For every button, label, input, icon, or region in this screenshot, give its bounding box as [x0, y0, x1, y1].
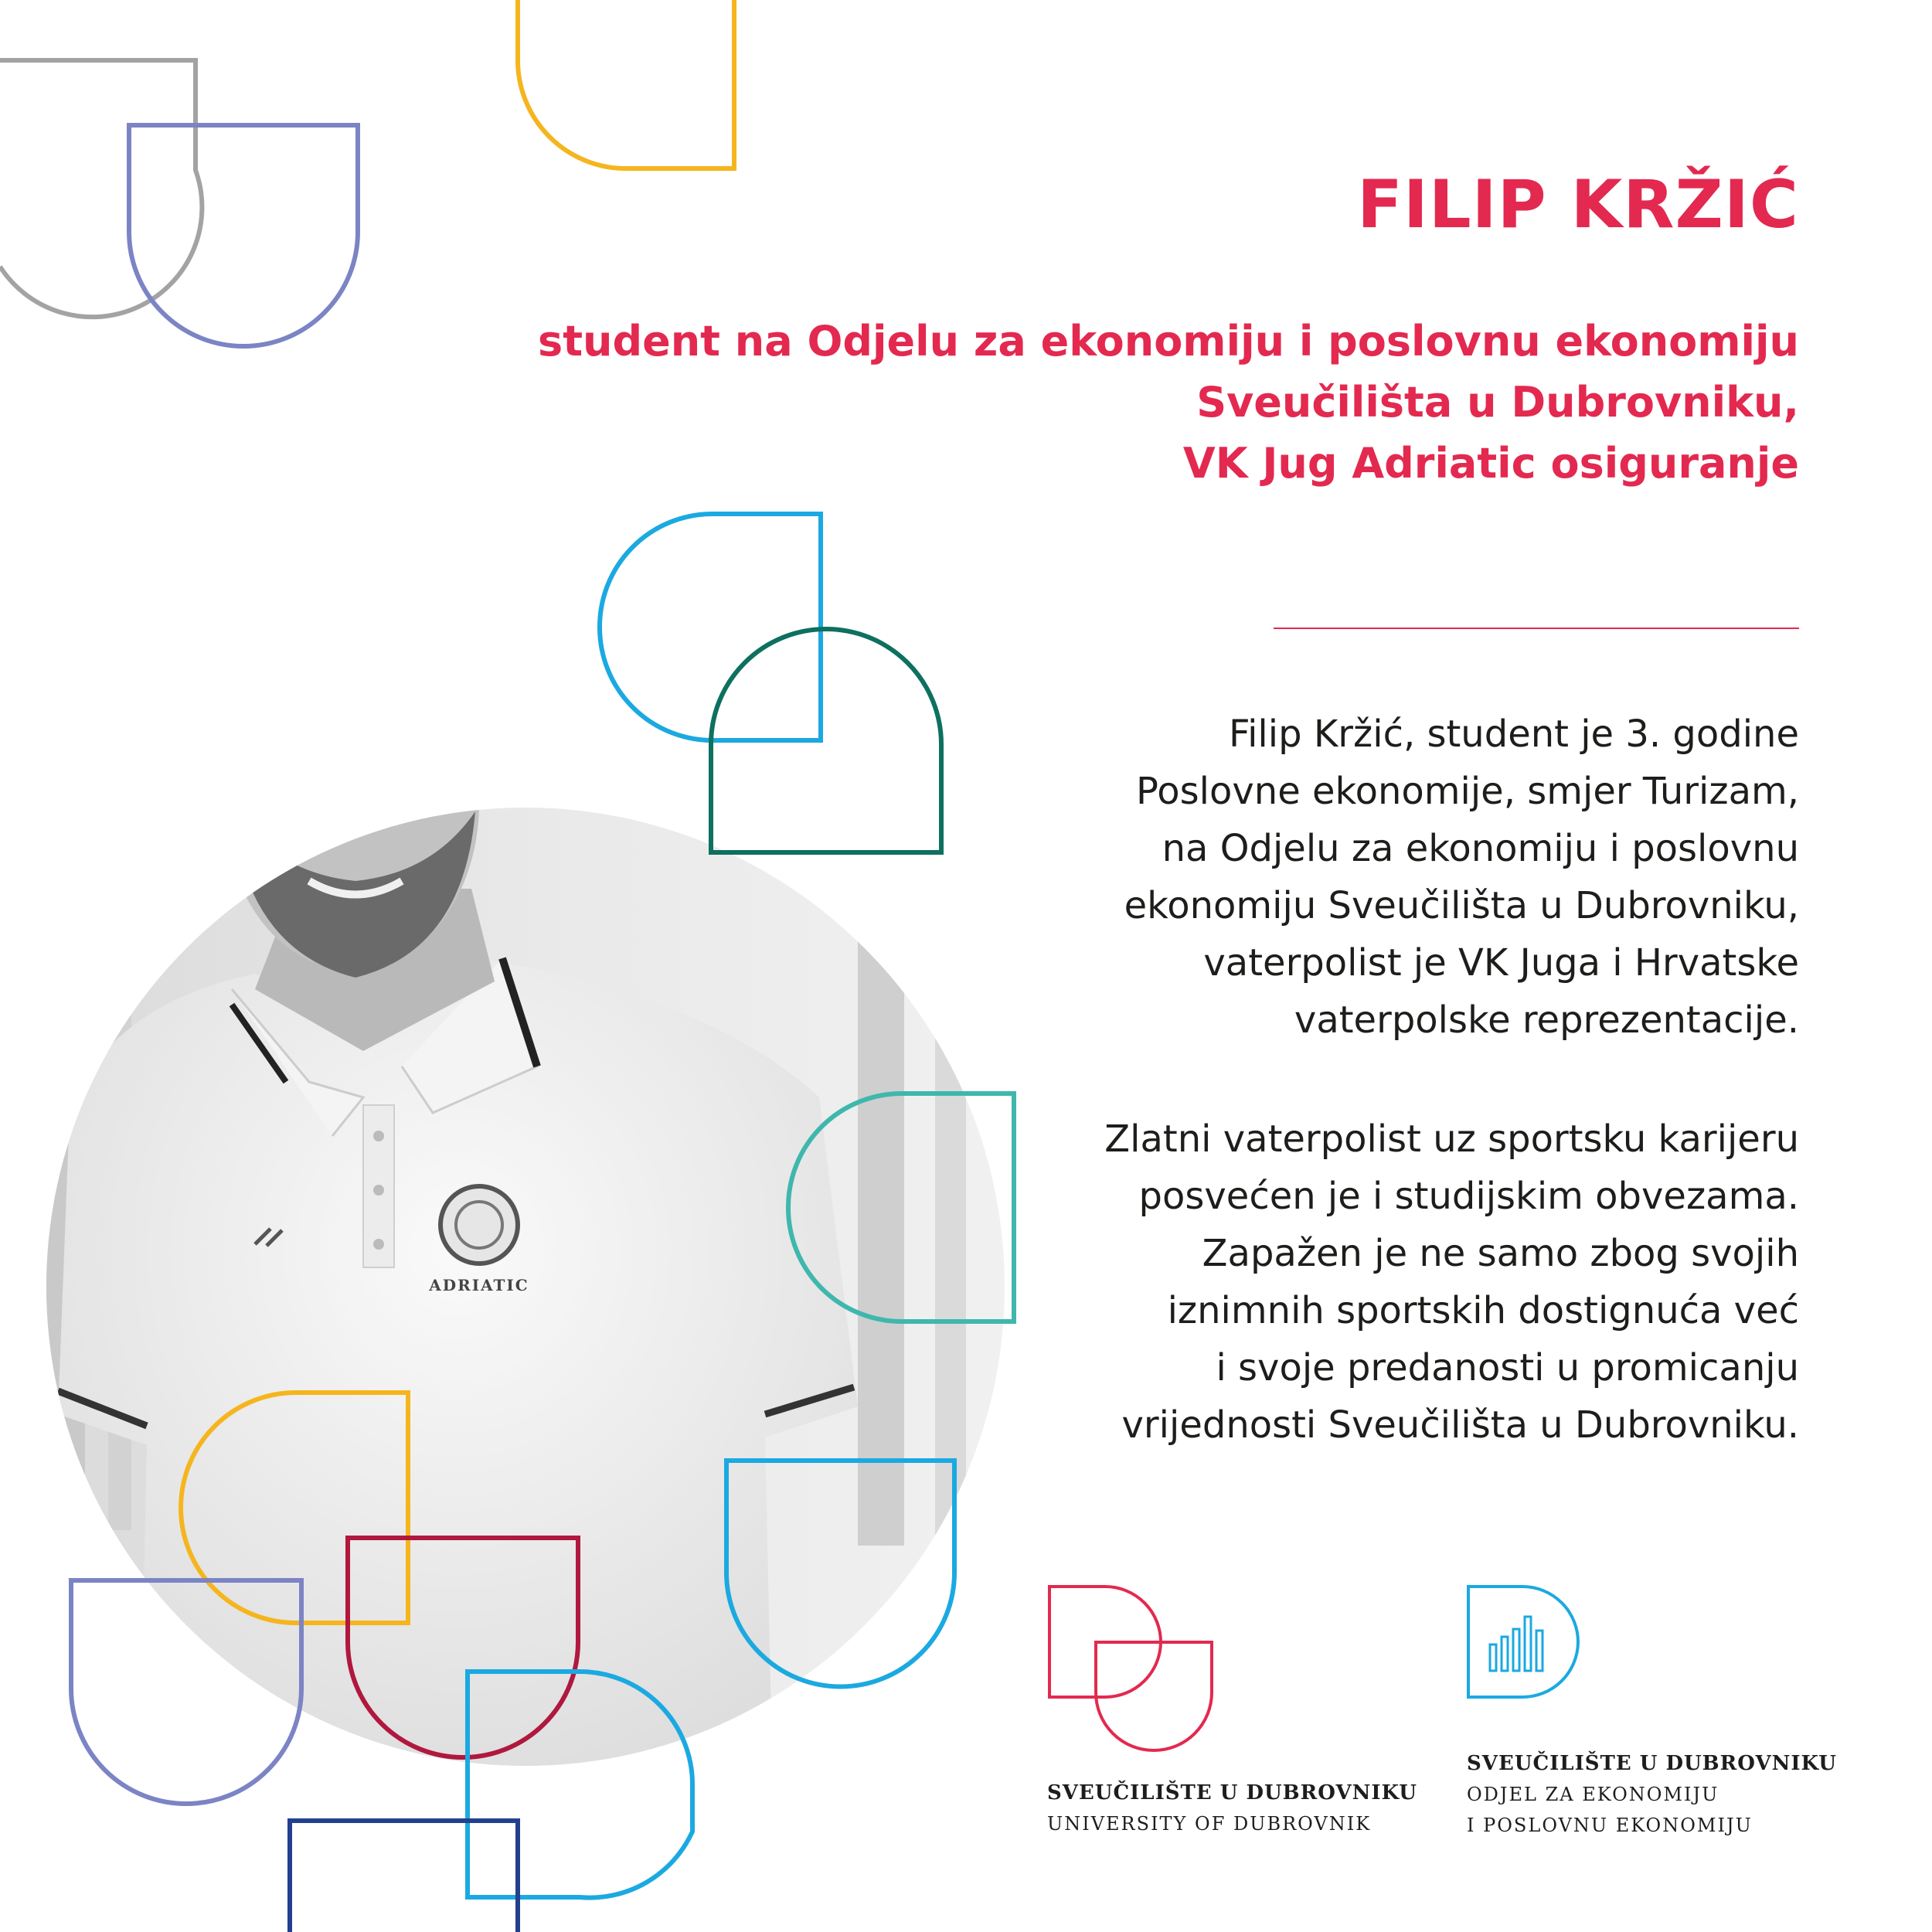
department-logo-icon: [1468, 1587, 1578, 1697]
university-logo-text: [1047, 1777, 1417, 1839]
department-logo-text: [1467, 1748, 1837, 1841]
bio-paragraph-2: [872, 1111, 1799, 1454]
gray-shape: [0, 60, 202, 317]
bio-line: vaterpolske reprezentacije.: [1294, 998, 1799, 1042]
sky-shape-mid: [600, 514, 821, 740]
bio-line: ekonomiju Sveučilišta u Dubrovniku,: [1124, 884, 1799, 927]
bio-line: na Odjelu za ekonomiju i poslovnu: [1162, 827, 1799, 870]
shirt-logo-text: ADRIATIC: [429, 1276, 529, 1294]
bio-line: Zlatni vaterpolist uz sportsku karijeru: [1104, 1117, 1799, 1161]
university-name-english: UNIVERSITY OF DUBROVNIK: [1047, 1813, 1372, 1835]
department-name-line-2: I POSLOVNU EKONOMIJU: [1467, 1815, 1753, 1836]
bar-chart-icon: [1490, 1617, 1543, 1671]
person-name: FILIP KRŽIĆ: [1357, 166, 1799, 243]
role-line: student na Odjelu za ekonomiju i poslovnu ekonomiju: [538, 317, 1799, 366]
bio-paragraph-1: [872, 706, 1799, 1049]
department-university-name: SVEUČILIŠTE U DUBROVNIKU: [1467, 1752, 1837, 1775]
bio-line: i svoje predanosti u promicanju: [1216, 1346, 1799, 1389]
role-line: VK Jug Adriatic osiguranje: [1182, 439, 1799, 488]
yellow-shape-top: [518, 0, 734, 168]
shirt-crest-icon: [440, 1186, 518, 1264]
university-logo-icon: [1049, 1587, 1212, 1750]
department-name-line-1: ODJEL ZA EKONOMIJU: [1467, 1784, 1719, 1805]
lavender-shape: [129, 125, 358, 346]
bio-line: Filip Kržić, student je 3. godine: [1228, 713, 1799, 756]
person-role: [331, 311, 1799, 494]
divider: [1274, 628, 1799, 629]
navy-shape: [290, 1821, 518, 1932]
bio-line: posvećen je i studijskim obvezama.: [1138, 1175, 1799, 1218]
role-line: Sveučilišta u Dubrovniku,: [1196, 378, 1799, 427]
bio-line: vrijednosti Sveučilišta u Dubrovniku.: [1121, 1403, 1799, 1447]
bio-line: Poslovne ekonomije, smjer Turizam,: [1136, 770, 1799, 813]
university-name: SVEUČILIŠTE U DUBROVNIKU: [1047, 1781, 1417, 1804]
bio-line: Zapažen je ne samo zbog svojih: [1202, 1232, 1799, 1275]
bio-line: iznimnih sportskih dostignuća već: [1167, 1289, 1799, 1332]
bio-line: vaterpolist je VK Juga i Hrvatske: [1203, 941, 1799, 985]
